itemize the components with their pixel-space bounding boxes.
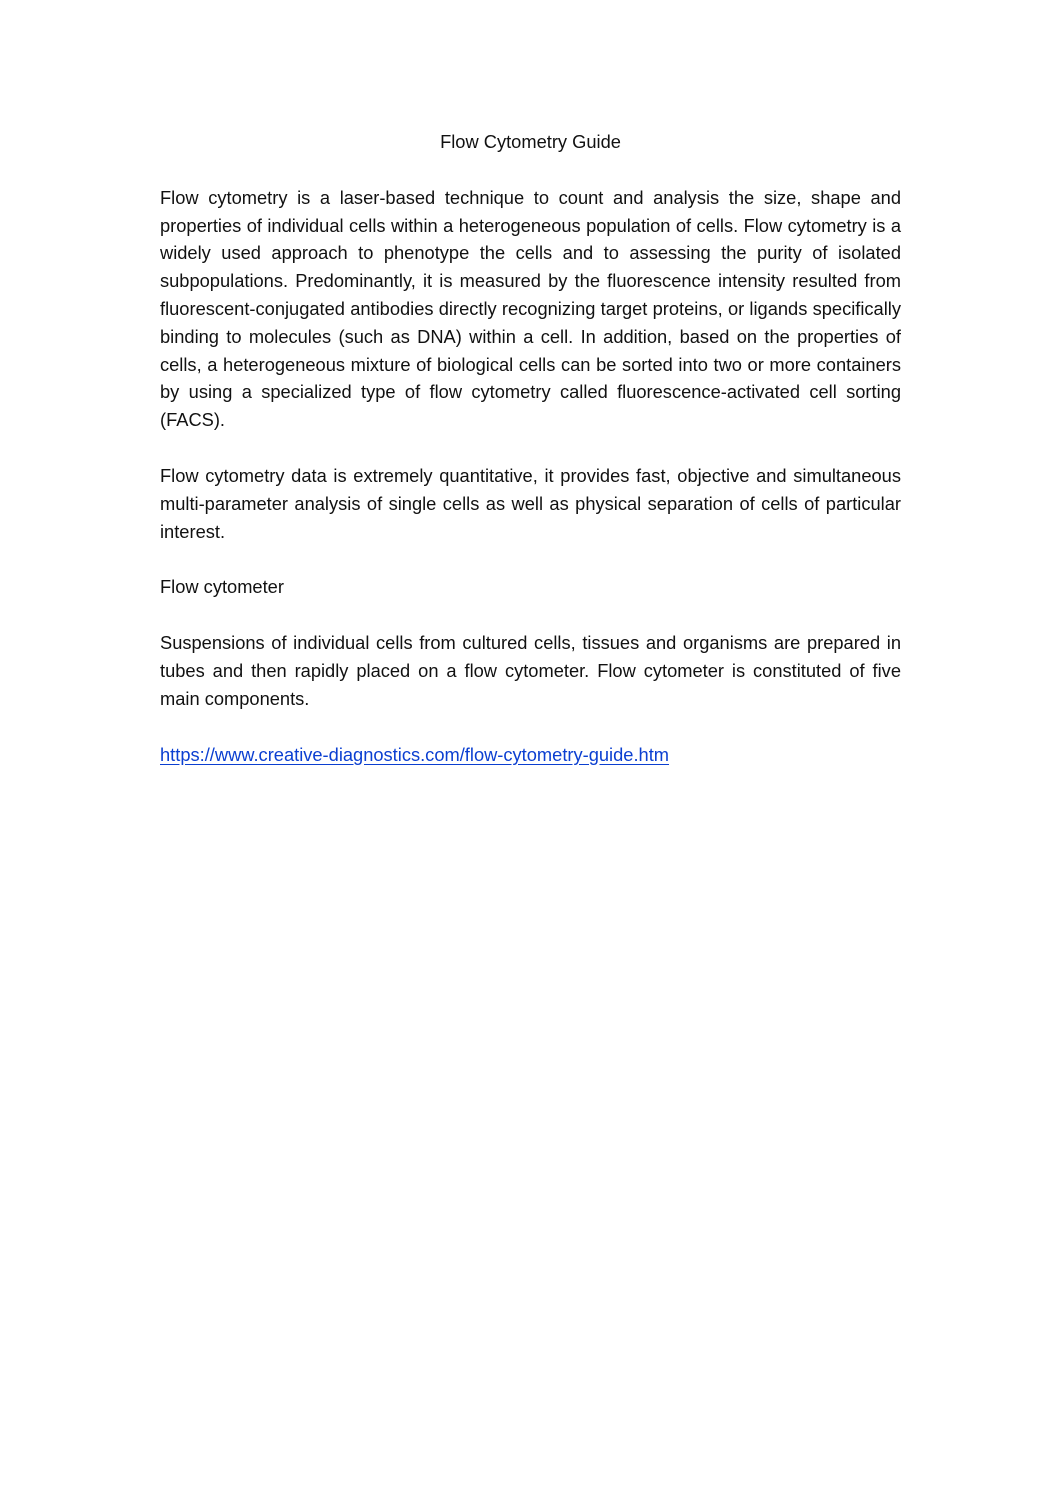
paragraph-intro: Flow cytometry is a laser-based technique to count and analysis the size, shape and properties of individual cells within a heterogeneous population of cells. Flow cytometry is a widely used approach to phenotype the cells and to assessing the purity of isolated subpopulations. Predominantly, it is measured by the fluorescence intensity resulted from fluorescent-conjugated antibodies directly recognizing target proteins, or ligands specifically binding to molecules (such as DNA) within a cell. In addition, based on the properties of cells, a heterogeneous mixture of biological cells can be sorted into two or more containers by using a specialized type of flow cytometry called fluorescence-activated cell sorting (FACS).	[160, 186, 901, 431]
section-heading: Flow cytometer	[160, 576, 284, 598]
document-title: Flow Cytometry Guide	[440, 131, 621, 152]
document-page	[160, 128, 901, 768]
source-link[interactable]: https://www.creative-diagnostics.com/flow-cytometry-guide.htm	[160, 743, 670, 765]
paragraph-flow-cytometer: Suspensions of individual cells from cultured cells, tissues and organisms are prepared in tubes and then rapidly placed on a flow cytometer. Flow cytometer is constituted of five main components.	[160, 632, 901, 709]
source-link-line	[160, 741, 901, 769]
paragraph-data: Flow cytometry data is extremely quantitative, it provides fast, objective and simultaneous multi-parameter analysis of single cells as well as physical separation of cells of particular interest.	[160, 464, 901, 542]
